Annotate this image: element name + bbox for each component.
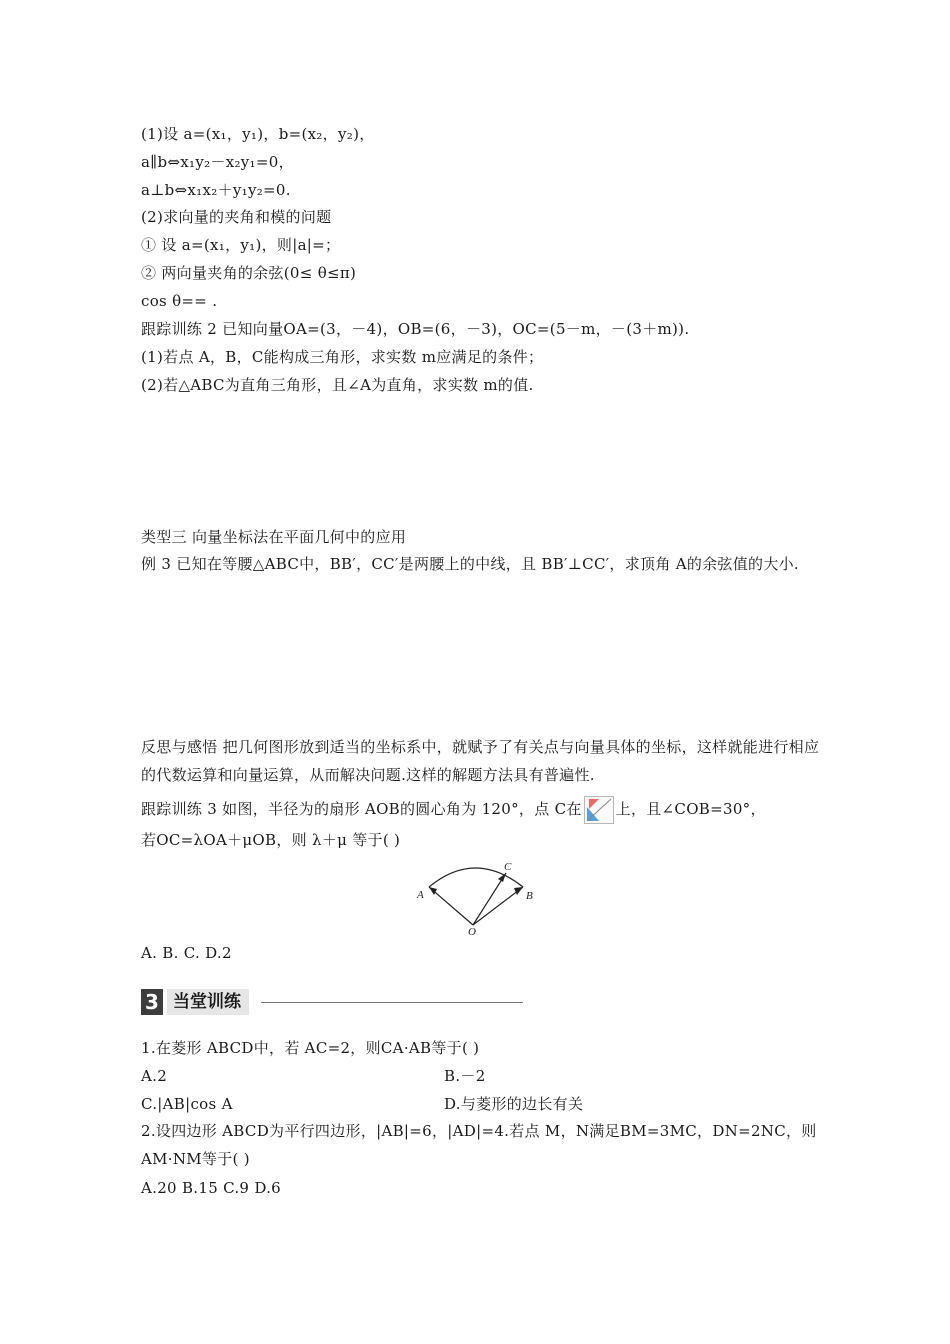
segment-oa	[429, 887, 473, 925]
question-1-option-b: B.－2	[444, 1067, 486, 1085]
arrowhead-a	[429, 887, 437, 895]
question-2: 2.设四边形 ABCD为平行四边形，|AB|=6，|AD|=4.若点 M，N满足BM=3MC，DN=2NC，则AM·NM等于( )	[141, 1122, 817, 1168]
practice-2-heading: 跟踪训练 2 已知向量OA=(3，－4)，OB=(6，－3)，OC=(5－m，－(3＋m)).	[141, 320, 690, 338]
example-3: 例 3 已知在等腰△ABC中，BB′，CC′是两腰上的中线，且 BB′⊥CC′，求顶角 A的余弦值的大小.	[141, 555, 799, 573]
question-1-option-c: C.|AB|cos A	[141, 1095, 233, 1113]
label-a: A	[417, 889, 424, 901]
label-o: O	[468, 926, 476, 935]
label-b: B	[526, 890, 533, 902]
practice-3-text-a: 跟踪训练 3 如图，半径为的扇形 AOB的圆心角为 120°，点 C在	[141, 800, 582, 818]
section-title: 当堂训练	[167, 989, 249, 1015]
sector-figure	[405, 855, 545, 935]
broken-image-icon	[584, 796, 614, 824]
reflection-paragraph: 反思与感悟 把几何图形放到适当的坐标系中，就赋予了有关点与向量具体的坐标，这样就能进行相应的代数运算和向量运算，从而解决问题.这样的解题方法具有普遍性.	[141, 738, 820, 784]
question-1-option-a: A.2	[141, 1067, 168, 1085]
question-1-option-d: D.与菱形的边长有关	[444, 1095, 584, 1113]
label-c: C	[504, 861, 512, 873]
text-line: 若OC=λOA＋μOB，则 λ＋μ 等于( )	[141, 831, 401, 849]
section-header	[141, 989, 523, 1015]
section-divider	[261, 1002, 523, 1003]
answer-options: A. B. C. D.2	[141, 944, 232, 962]
practice-3-line	[141, 796, 821, 824]
practice-3-text-b: 上，且∠COB=30°，	[615, 800, 766, 818]
section-number: 3	[141, 989, 163, 1015]
text-line: (1)设 a=(x₁，y₁)，b=(x₂，y₂)，	[141, 125, 375, 143]
text-line: (2)若△ABC为直角三角形，且∠A为直角，求实数 m的值.	[141, 376, 534, 394]
arrowhead-b	[514, 887, 523, 895]
question-2-options: A.20 B.15 C.9 D.6	[141, 1179, 282, 1197]
text-line: a∥b⇔x₁y₂－x₂y₁=0，	[141, 153, 294, 171]
type-three-heading: 类型三 向量坐标法在平面几何中的应用	[141, 528, 407, 546]
text-line: (1)若点 A，B，C能构成三角形，求实数 m应满足的条件；	[141, 348, 544, 366]
segment-ob	[473, 887, 523, 925]
question-1: 1.在菱形 ABCD中，若 AC=2，则CA·AB等于( )	[141, 1039, 480, 1057]
text-line: (2)求向量的夹角和模的问题	[141, 208, 332, 226]
text-line: a⊥b⇔x₁x₂＋y₁y₂=0.	[141, 181, 291, 199]
text-line: ② 两向量夹角的余弦(0≤ θ≤π)	[141, 264, 357, 282]
text-line: ① 设 a=(x₁，y₁)，则|a|=；	[141, 236, 341, 254]
text-line: cos θ== .	[141, 292, 218, 310]
